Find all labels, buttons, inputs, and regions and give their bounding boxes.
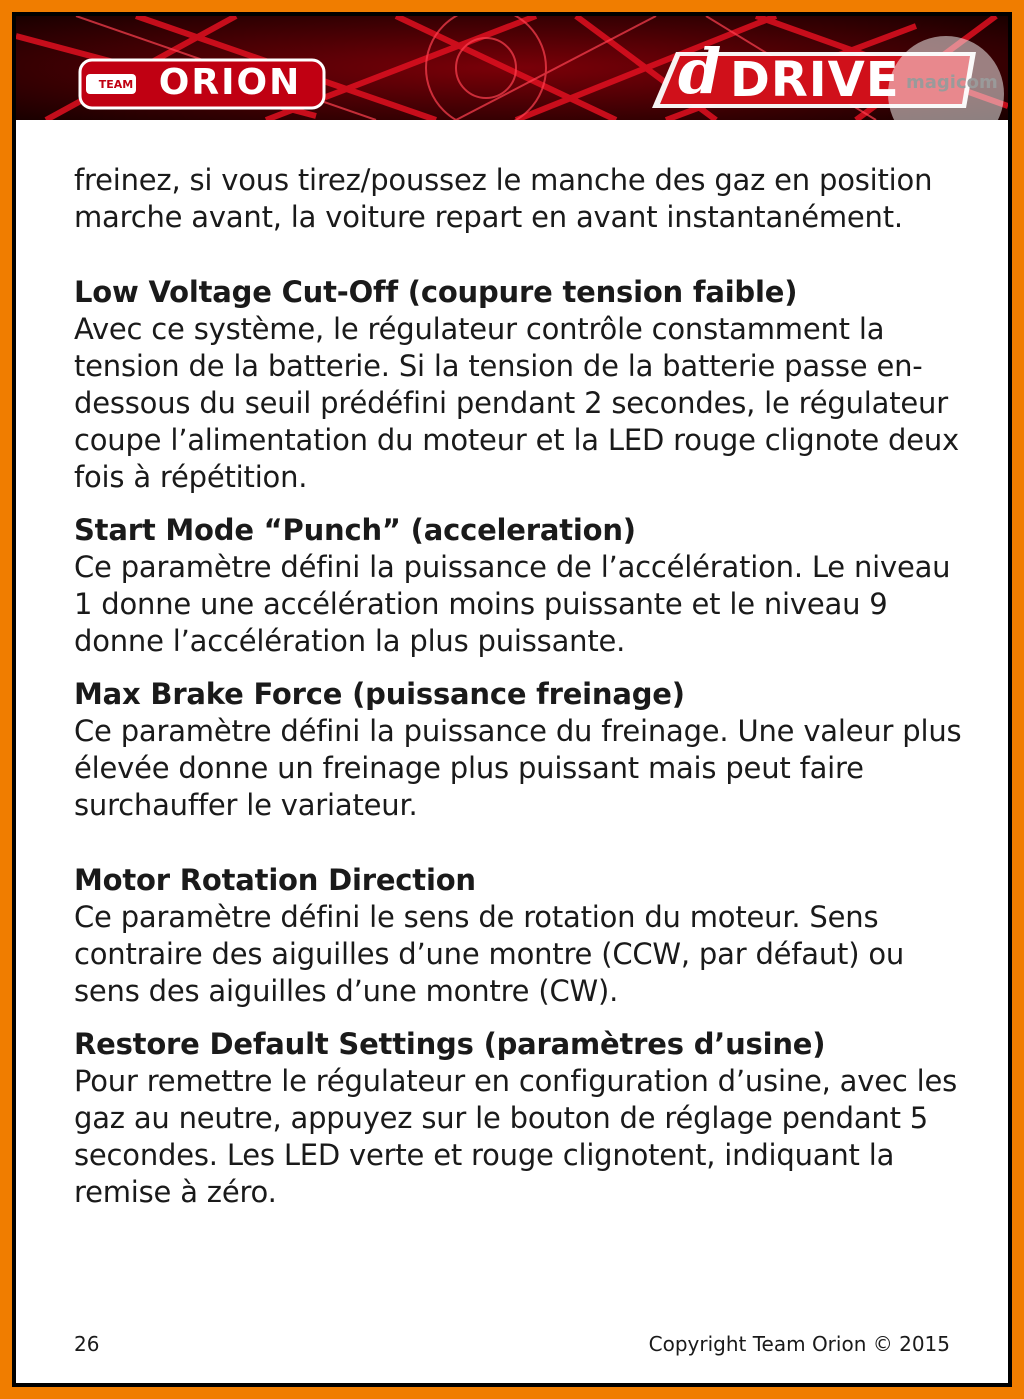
section-max-brake (74, 676, 964, 824)
ddrive-logo-text: DRIVE (730, 52, 900, 108)
copyright-text: Copyright Team Orion © 2015 (648, 1332, 950, 1356)
section-low-voltage (74, 274, 964, 496)
watermark-text: magicom (906, 72, 998, 93)
section-body: Ce paramètre défini la puissance de l’accélération. Le niveau 1 donne une accélération moins puissante et le niveau 9 donne l’accélération la plus puissante. (74, 550, 951, 658)
header-banner (16, 16, 1008, 120)
ddrive-prefix: d (678, 35, 722, 108)
section-body: Pour remettre le régulateur en configuration d’usine, avec les gaz au neutre, appuyez sur le bouton de réglage pendant 5 secondes. Les LED verte et rouge clignotent, indiquant la remise à zéro. (74, 1064, 958, 1209)
section-body: Ce paramètre défini le sens de rotation du moteur. Sens contraire des aiguilles d’une montre (CCW, par défaut) ou sens des aiguilles d’une montre (CW). (74, 900, 905, 1008)
intro-paragraph: freinez, si vous tirez/poussez le manche des gaz en position marche avant, la voiture repart en avant instantanément. (74, 163, 933, 234)
section-heading: Motor Rotation Direction (74, 863, 476, 897)
orion-logo-text: ORION (158, 62, 302, 103)
section-heading: Start Mode “Punch” (acceleration) (74, 513, 636, 547)
page-number: 26 (74, 1332, 100, 1356)
section-start-mode (74, 512, 964, 660)
page-footer (74, 1332, 950, 1356)
team-logo-text: TEAM (98, 78, 134, 91)
section-heading: Low Voltage Cut-Off (coupure tension faible) (74, 275, 798, 309)
section-body: Avec ce système, le régulateur contrôle constamment la tension de la batterie. Si la tension de la batterie passe en-dessous du seuil prédéfini pendant 2 secondes, le régulateur coupe l’alimentation du moteur et la LED rouge clignote deux fois à répétition. (74, 312, 960, 494)
section-restore-defaults (74, 1026, 964, 1211)
section-heading: Restore Default Settings (paramètres d’usine) (74, 1027, 826, 1061)
page-content (74, 162, 964, 1211)
section-heading: Max Brake Force (puissance freinage) (74, 677, 685, 711)
section-motor-rotation (74, 862, 964, 1010)
section-body: Ce paramètre défini la puissance du freinage. Une valeur plus élevée donne un freinage plus puissant mais peut faire surchauffer le variateur. (74, 714, 962, 822)
